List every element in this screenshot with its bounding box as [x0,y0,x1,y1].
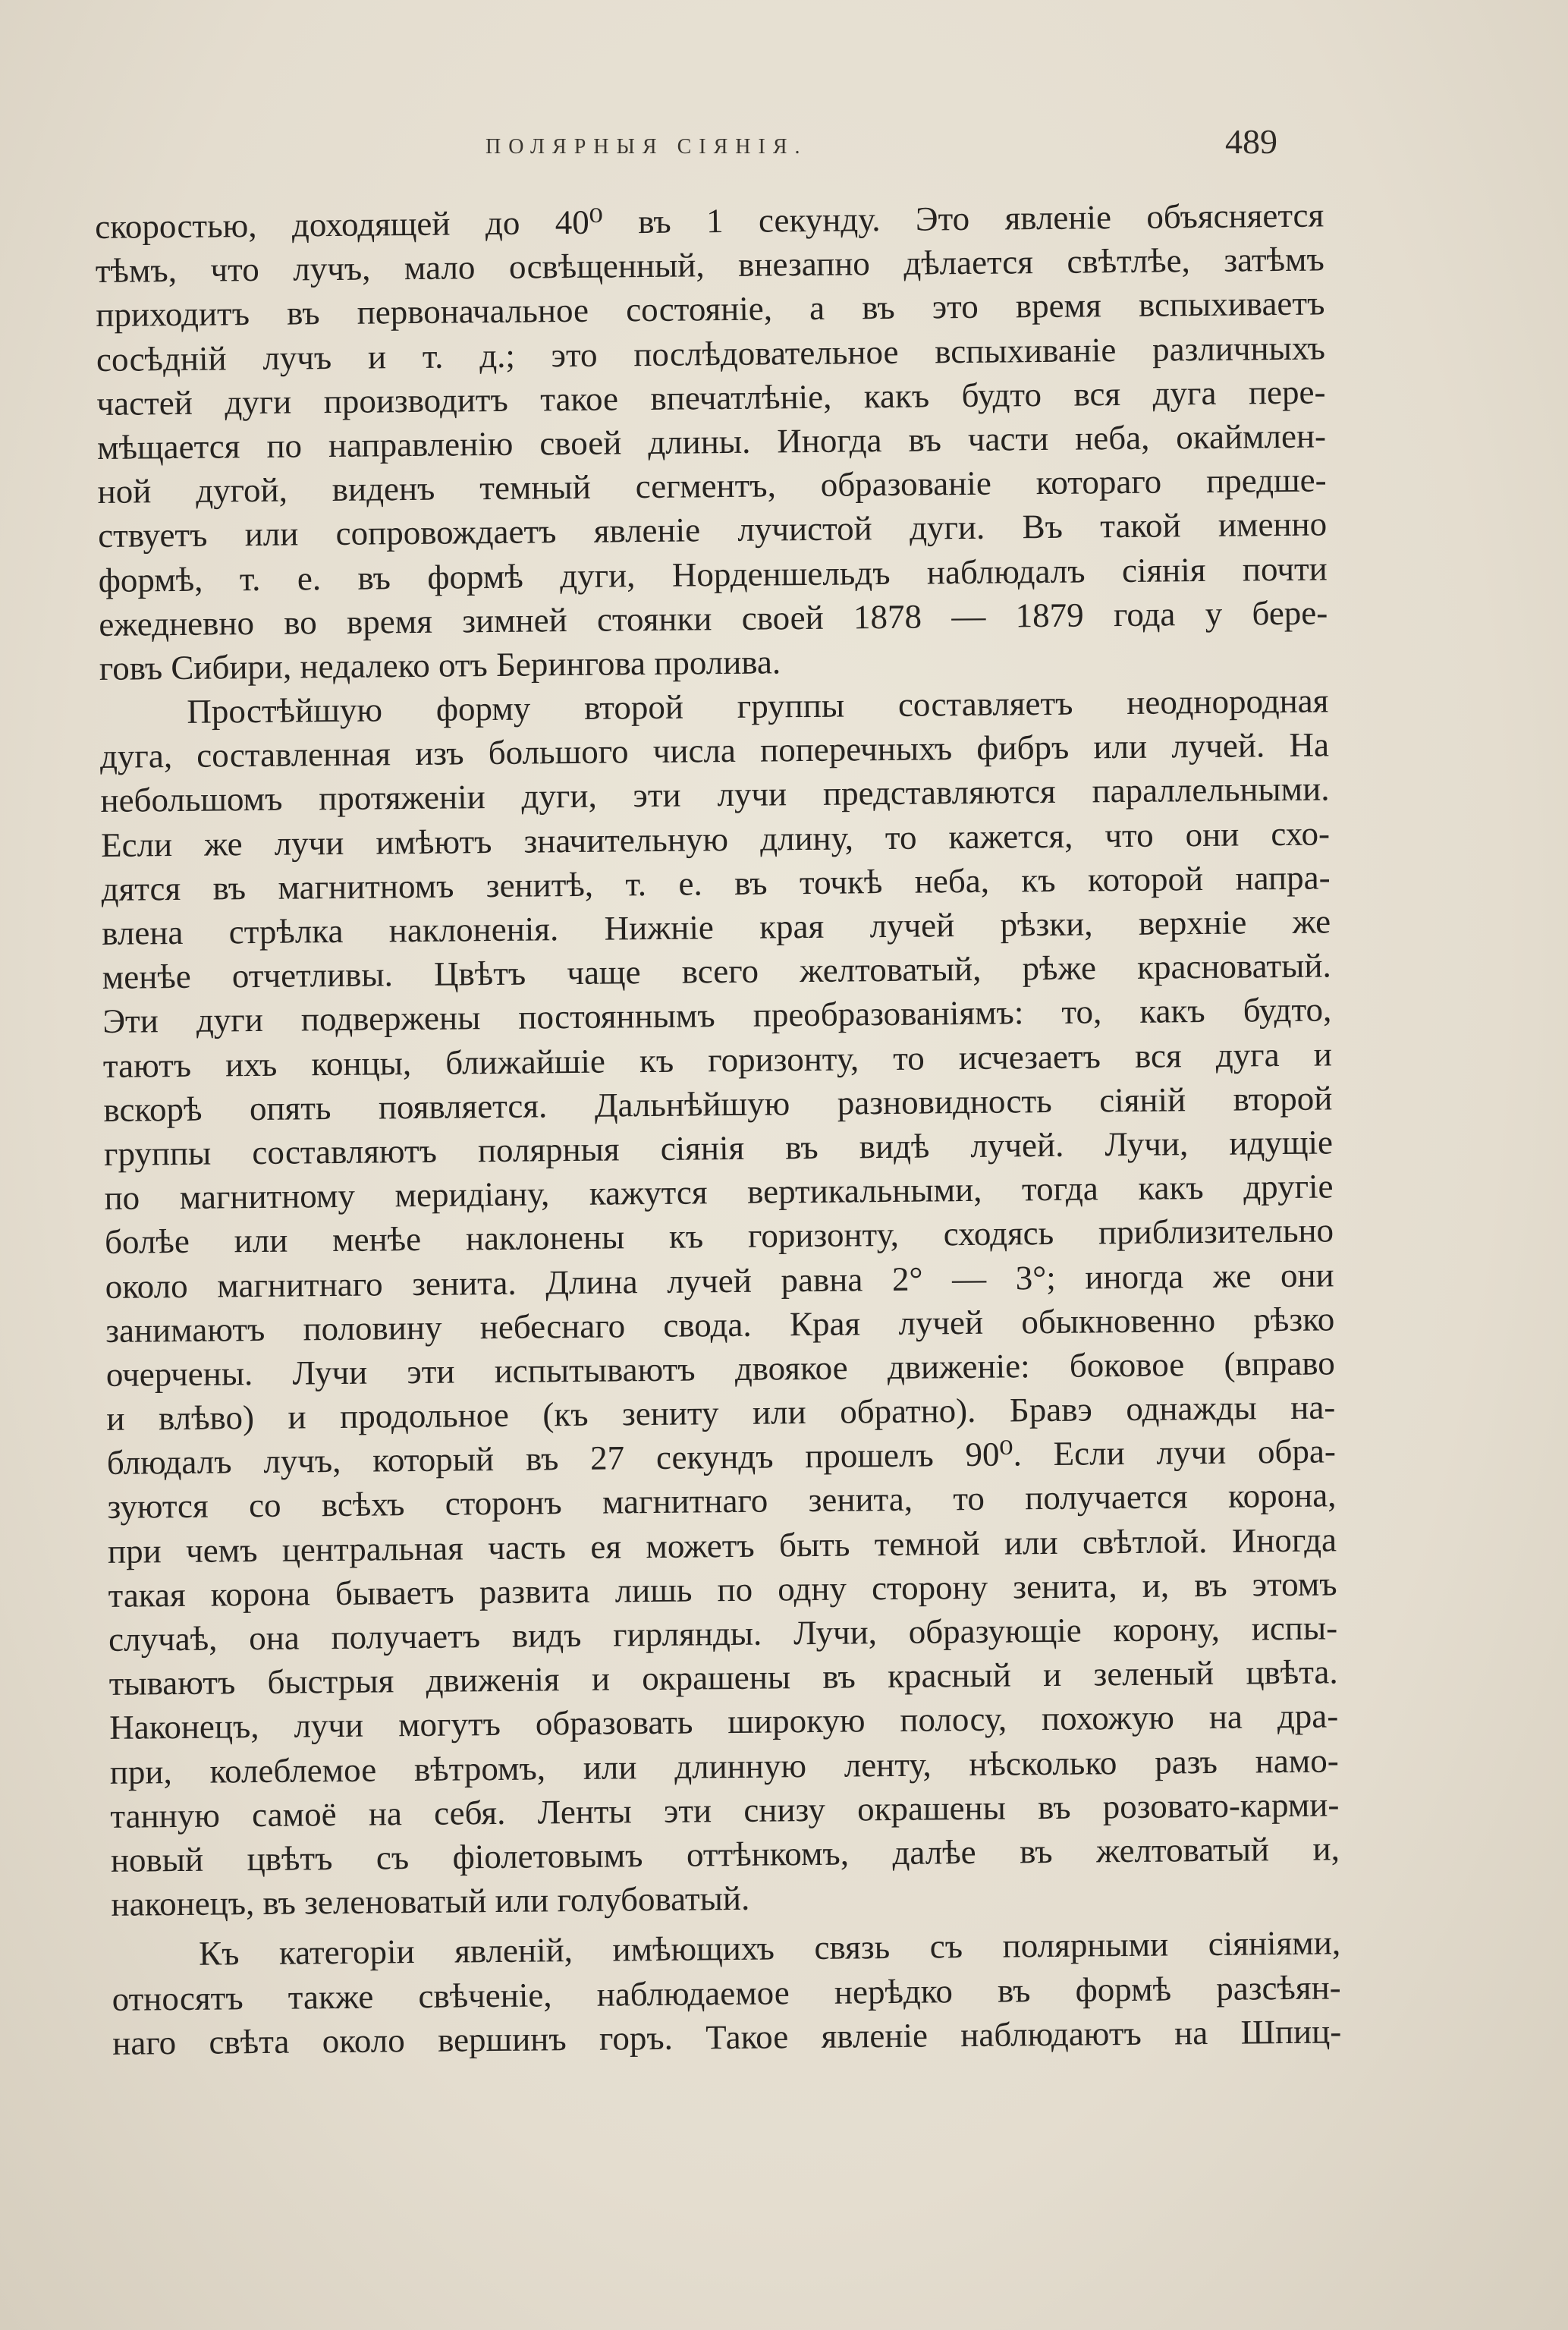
text-line: блюдалъ лучъ, который въ 27 секундъ прошелъ 90⁰. Если лучи обра- [106,1432,1337,1483]
running-title: ПОЛЯРНЫЯ СІЯНІЯ. [485,135,808,159]
text-line: Наконецъ, лучи могутъ образовать широкую полосу, похожую на дра- [109,1696,1339,1747]
text-line: около магнитнаго зенита. Длина лучей равна 2° — 3°; иногда же они [105,1255,1334,1306]
text-line: ной дугой, виденъ темный сегментъ, образованіе котораго предше- [97,461,1327,511]
text-line: мѣщается по направленію своей длины. Иногда въ части неба, окаймлен- [96,417,1327,467]
text-line: тываютъ быстрыя движенія и окрашены въ красный и зеленый цвѣта. [108,1652,1338,1703]
page-number: 489 [1225,122,1277,161]
text-line: говъ Сибири, недалеко отъ Берингова пролива. [99,643,781,687]
text-line: ежедневно во время зимней стоянки своей 1878 — 1879 года у бере- [99,593,1328,643]
text-line: относятъ также свѣченіе, наблюдаемое нерѣдко въ формѣ разсѣян- [112,1967,1341,2018]
text-line: дятся въ магнитномъ зенитѣ, т. е. въ точкѣ неба, къ которой напра- [101,858,1331,908]
text-line: таютъ ихъ концы, ближайшіе къ горизонту, то исчезаетъ вся дуга и [102,1034,1333,1085]
text-line: и влѣво) и продольное (къ зениту или обратно). Бравэ однажды на- [106,1388,1336,1438]
text-line: при чемъ центральная часть ея можетъ быть темной или свѣтлой. Иногда [107,1520,1337,1571]
text-line: вскорѣ опять появляется. Дальнѣйшую разновидность сіяній второй [103,1079,1333,1129]
text-line: группы составляютъ полярныя сіянія въ видѣ лучей. Лучи, идущіе [103,1123,1334,1173]
text-line: новый цвѣтъ съ фіолетовымъ оттѣнкомъ, далѣе въ желтоватый и, [110,1829,1340,1879]
text-line: дуга, составленная изъ большого числа поперечныхъ фибръ или лучей. На [99,725,1330,776]
text-line: по магнитному меридіану, кажутся вертикальными, тогда какъ другіе [104,1167,1334,1218]
text-line: случаѣ, она получаетъ видъ гирлянды. Лучи, образующіе корону, испы- [108,1608,1338,1659]
paragraph-start-line: Къ категоріи явленій, имѣющихъ связь съ полярными сіяніями, [198,1923,1341,1973]
text-line: влена стрѣлка наклоненія. Нижніе края лучей рѣзки, верхніе же [101,902,1331,952]
text-line: скоростью, доходящей до 40⁰ въ 1 секунду. Это явленіе объясняется [95,196,1324,246]
text-line: менѣе отчетливы. Цвѣтъ чаще всего желтоватый, рѣже красноватый. [102,946,1331,997]
text-line: зуются со всѣхъ сторонъ магнитнаго зенита, то получается корона, [107,1476,1337,1527]
text-line: тѣмъ, что лучъ, мало освѣщенный, внезапно дѣлается свѣтлѣе, затѣмъ [95,240,1325,291]
text-line: ствуетъ или сопровождаетъ явленіе лучистой дуги. Въ такой именно [97,505,1328,555]
text-line: очерчены. Лучи эти испытываютъ двоякое движеніе: боковое (вправо [105,1344,1335,1394]
text-line: частей дуги производитъ такое впечатлѣніе, какъ будто вся дуга пере- [96,373,1326,423]
text-line: болѣе или менѣе наклонены къ горизонту, сходясь приблизительно [104,1211,1334,1262]
text-line: занимаютъ половину небеснаго свода. Края лучей обыкновенно рѣзко [105,1300,1335,1350]
text-line: приходитъ въ первоначальное состояніе, а въ это время вспыхиваетъ [96,284,1325,335]
text-line: Если же лучи имѣютъ значительную длину, то кажется, что они схо- [100,814,1331,864]
text-line: сосѣдній лучъ и т. д.; это послѣдовательное вспыхиваніе различныхъ [96,329,1326,379]
paragraph-start-line: Простѣйшую форму второй группы составляетъ неоднородная [187,681,1329,731]
text-line: при, колеблемое вѣтромъ, или длинную ленту, нѣсколько разъ намо- [109,1740,1339,1791]
text-line: наго свѣта около вершинъ горъ. Такое явленіе наблюдаютъ на Шпиц- [112,2012,1342,2062]
text-line: такая корона бываетъ развита лишь по одну сторону зенита, и, въ этомъ [108,1564,1337,1615]
text-line: небольшомъ протяженіи дуги, эти лучи представляются параллельными. [100,769,1330,820]
text-line: танную самоё на себя. Ленты эти снизу окрашены въ розовато-карми- [110,1785,1340,1835]
body-text [95,193,1341,2064]
text-line: наконецъ, въ зеленоватый или голубоватый. [111,1879,750,1924]
text-line: формѣ, т. е. въ формѣ дуги, Норденшельдъ наблюдалъ сіянія почти [98,549,1328,599]
text-line: Эти дуги подвержены постояннымъ преобразованіямъ: то, какъ будто, [102,990,1332,1041]
